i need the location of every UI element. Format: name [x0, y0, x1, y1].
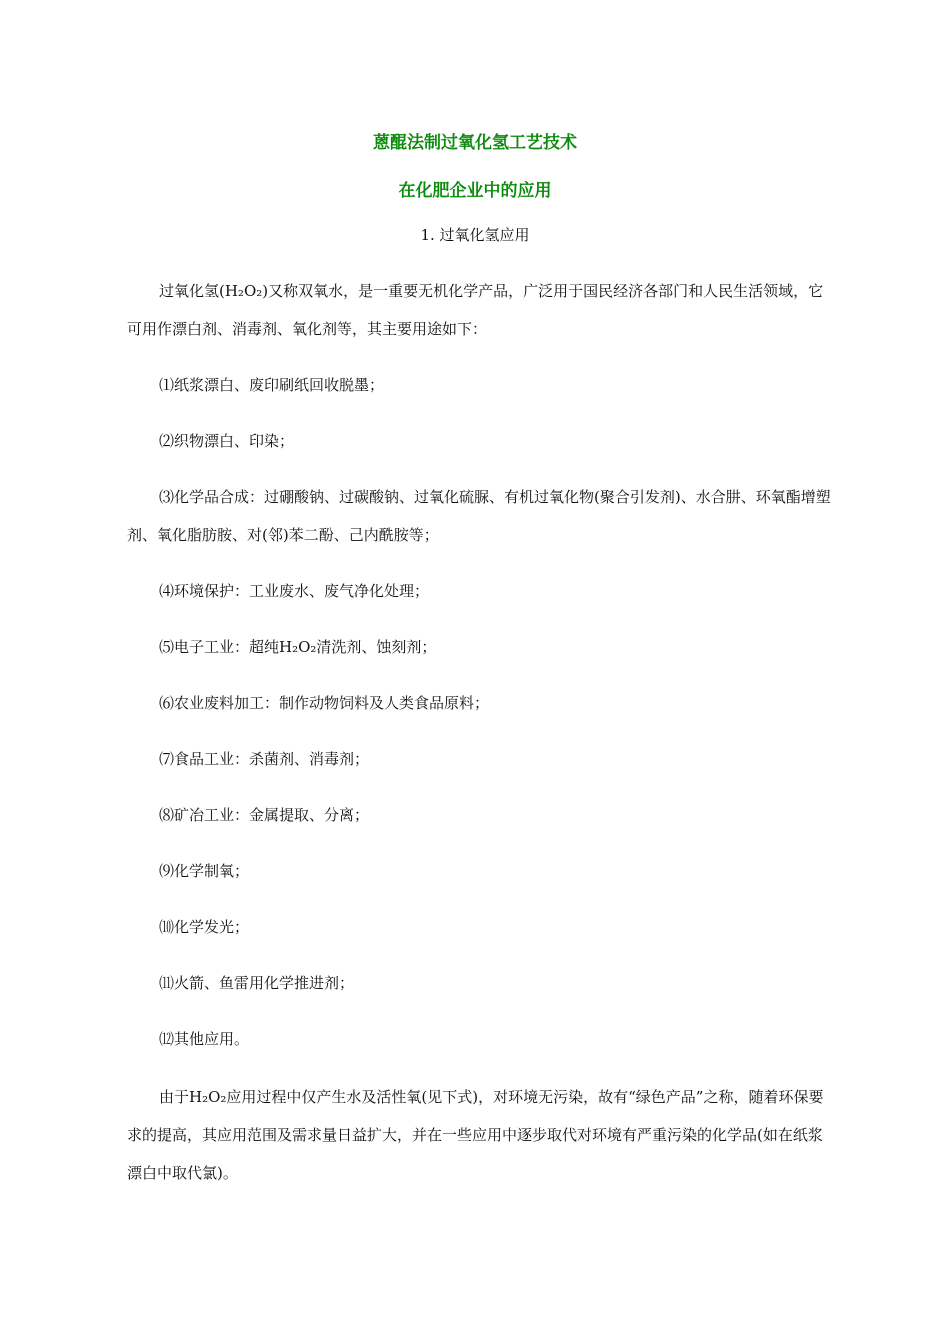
use-item-10: ⑽化学发光；: [159, 918, 250, 936]
use-item-4: ⑷环境保护：工业废水、废气净化处理；: [159, 582, 430, 600]
use-item-11: ⑾火箭、鱼雷用化学推进剂；: [159, 974, 355, 992]
use-item-2: ⑵织物漂白、印染；: [159, 432, 295, 450]
document-title-line-2: 在化肥企业中的应用: [398, 181, 552, 201]
use-item-9: ⑼化学制氧；: [159, 862, 250, 880]
use-item-1: ⑴纸浆漂白、废印刷纸回收脱墨；: [159, 376, 385, 394]
document-title-line-1: 蒽醌法制过氧化氢工艺技术: [373, 133, 577, 153]
use-item-6: ⑹农业废料加工：制作动物饲料及人类食品原料；: [159, 694, 490, 712]
use-item-5: ⑸电子工业：超纯H₂O₂清洗剂、蚀刻剂；: [159, 638, 437, 656]
intro-paragraph: 过氧化氢(H₂O₂)又称双氧水，是一重要无机化学产品，广泛用于国民经济各部门和人民生活领域，它可用作漂白剂、消毒剂、氧化剂等，其主要用途如下：: [127, 282, 824, 338]
use-item-12: ⑿其他应用。: [159, 1030, 250, 1048]
section-heading: 1. 过氧化氢应用: [420, 226, 530, 244]
use-item-7: ⑺食品工业：杀菌剂、消毒剂；: [159, 750, 370, 768]
closing-paragraph: 由于H₂O₂应用过程中仅产生水及活性氧(见下式)，对环境无污染，故有“绿色产品”之称，随着环保要求的提高，其应用范围及需求量日益扩大，并在一些应用中逐步取代对环境有严重污染的化学品(如在纸浆漂白中取代氯)。: [127, 1088, 824, 1182]
use-item-3: ⑶化学品合成：过硼酸钠、过碳酸钠、过氧化硫脲、有机过氧化物(聚合引发剂)、水合肼、环氧酯增塑剂、氧化脂肪胺、对(邻)苯二酚、己内酰胺等；: [127, 488, 831, 544]
use-item-8: ⑻矿冶工业：金属提取、分离；: [159, 806, 370, 824]
